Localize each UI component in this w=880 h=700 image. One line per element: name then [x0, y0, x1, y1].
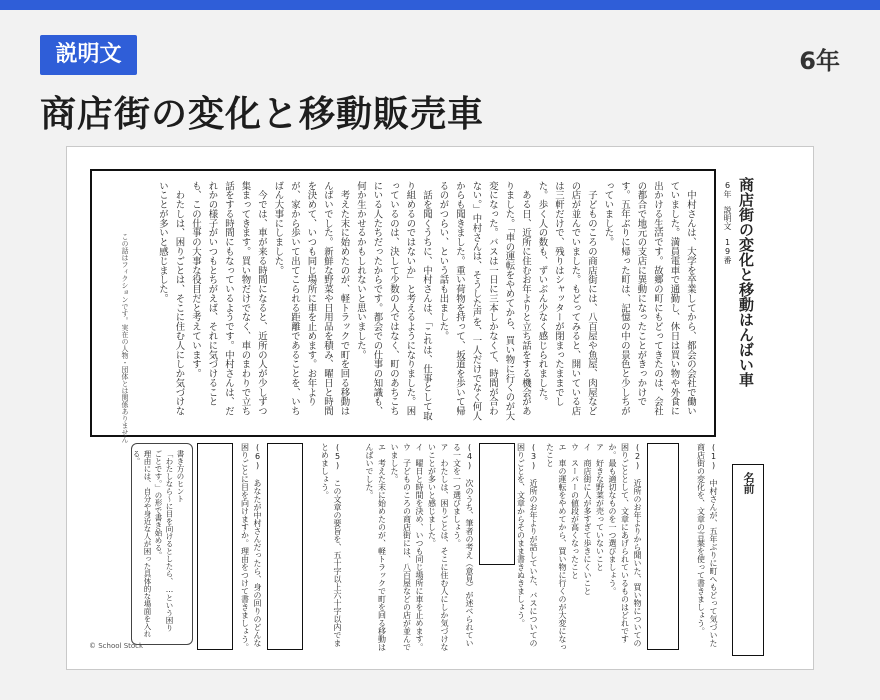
story-meta: 6年 説明文 19番 [723, 181, 732, 264]
fiction-disclaimer: この話はフィクションです。実在の人物・団体とは関係ありません [121, 233, 129, 443]
question-6: (6) あなたが中村さんだったら、身の回りのどんな困りごとに目を向けますか。理由をつけて書きましょう。 [240, 443, 262, 651]
writing-hint-box [131, 443, 193, 645]
worksheet-preview [66, 146, 814, 670]
story-title: 商店街の変化と移動はんばい車 [737, 177, 755, 387]
top-accent-bar [0, 0, 880, 10]
question-3: (3) 近所のお年よりが話していた、バスについての困りごとを、文章からそのまま書きぬきましょう。 [516, 443, 538, 647]
question-5: (5) この文章の要旨を、五十字以上六十字以内でまとめましょう。 [320, 443, 342, 647]
page-title: 商店街の変化と移動販売車 [40, 94, 485, 135]
question-4: (4) 次のうち、筆者の考え（意見）が述べられている一文を一つ選びましょう。 ア わたしは、困りごとは、そこに住む人にしか気づけないことが多いと感じました。 イ 曜日と時間を決め、いつも同じ場所に車を止めます。 ウ 子どものころの商店街には、八百屋などの店が並んでいました。 エ 考えた末に始めたのが、軽トラックで町を回る移動はんばいでした。 [365, 443, 474, 651]
answer-box-3[interactable] [267, 443, 303, 650]
genre-badge: 説明文 [40, 35, 137, 75]
grade-label: 6年 [799, 47, 840, 75]
copyright: © School Stock [89, 642, 144, 650]
name-label: 名前 [742, 472, 755, 494]
writing-hint: 書き方のヒント 「わたしなら〜に目を向けるとしたら、…という困りごとです。」の形で書き始める。 理由には、自分や身近な人が困った具体的な場面を入れる。 [132, 450, 185, 638]
answer-box-1[interactable] [647, 443, 679, 650]
answer-box-4[interactable] [197, 443, 233, 650]
question-1: (1) 中村さんが、五年ぶりに町へもどって気づいた商店街の変化を、文章の言葉を使って書きましょう。 [696, 443, 718, 647]
story-frame [90, 169, 716, 443]
question-2: (2) 近所のお年よりから聞いた、買い物についての困りごととして、文章にあげられているものはどれですか。最も適切なものを一つ選びましょう。 ア 好きな野菜が売っていないこと イ 商店街に人が多すぎて歩きにくいこと ウ スーパーの値段が高くなったこと エ 車の運転をやめてから、買い物に行くのが大変になったこと [545, 443, 642, 651]
story-body: 中村さんは、大学を卒業してから、都会の会社で働いていました。満員電車で通勤し、休日は買い物や外食に出かける生活です。故郷の町にもどってきたのは、会社の都合で地元の支店に異動になったことがきっかけです。五年ぶりに帰った町は、記憶の中の景色と少しちがっていました。 子どものころの商店街には、八百屋や魚屋、肉屋などの店が並んでいました。もどってみると、開いている店は三軒だけで、残りはシャッターが閉まったままでした。歩く人の数も、ずいぶん少なく感じられました。 ある日、近所に住むお年よりと立ち話をする機会がありました。「車の運転をやめてから、買い物に行くのが大変になった。バスは一日に三本しかなくて、時間が合わない。」中村さんは、そうした声を、一人だけでなく何人からも聞きました。重い荷物を持って、坂道を歩いて帰るのがつらい、という話も出ました。 話を聞くうちに、中村さんは、「これは、仕事として取り組めるのではないか」と考えるようになりました。困っているのは、決して少数の人ではなく、町のあちこちにいる人たちだったからです。都会での仕事の知識も、何か生かせるかもしれないと思いました。 考えた末に始めたのが、軽トラックで町を回る移動はんばいでした。新鮮な野菜や日用品を積み、曜日と時間を決めて、いつも同じ場所に車を止めます。お年よりが、家から歩いて出てこられる距離であることを、いちばん大事にしました。 今では、車が来る時間になると、近所の人が少しずつ集まってきます。買い物だけでなく、車のまわりで立ち話をする時間にもなっているようです。中村さんは、だれかの様子がいつもとちがえば、それに気づけることも、この仕事の大事な役目だと考えています。 わたしは、困りごとは、そこに住む人にしか気づけないことが多いと感じました。 [157, 181, 696, 421]
